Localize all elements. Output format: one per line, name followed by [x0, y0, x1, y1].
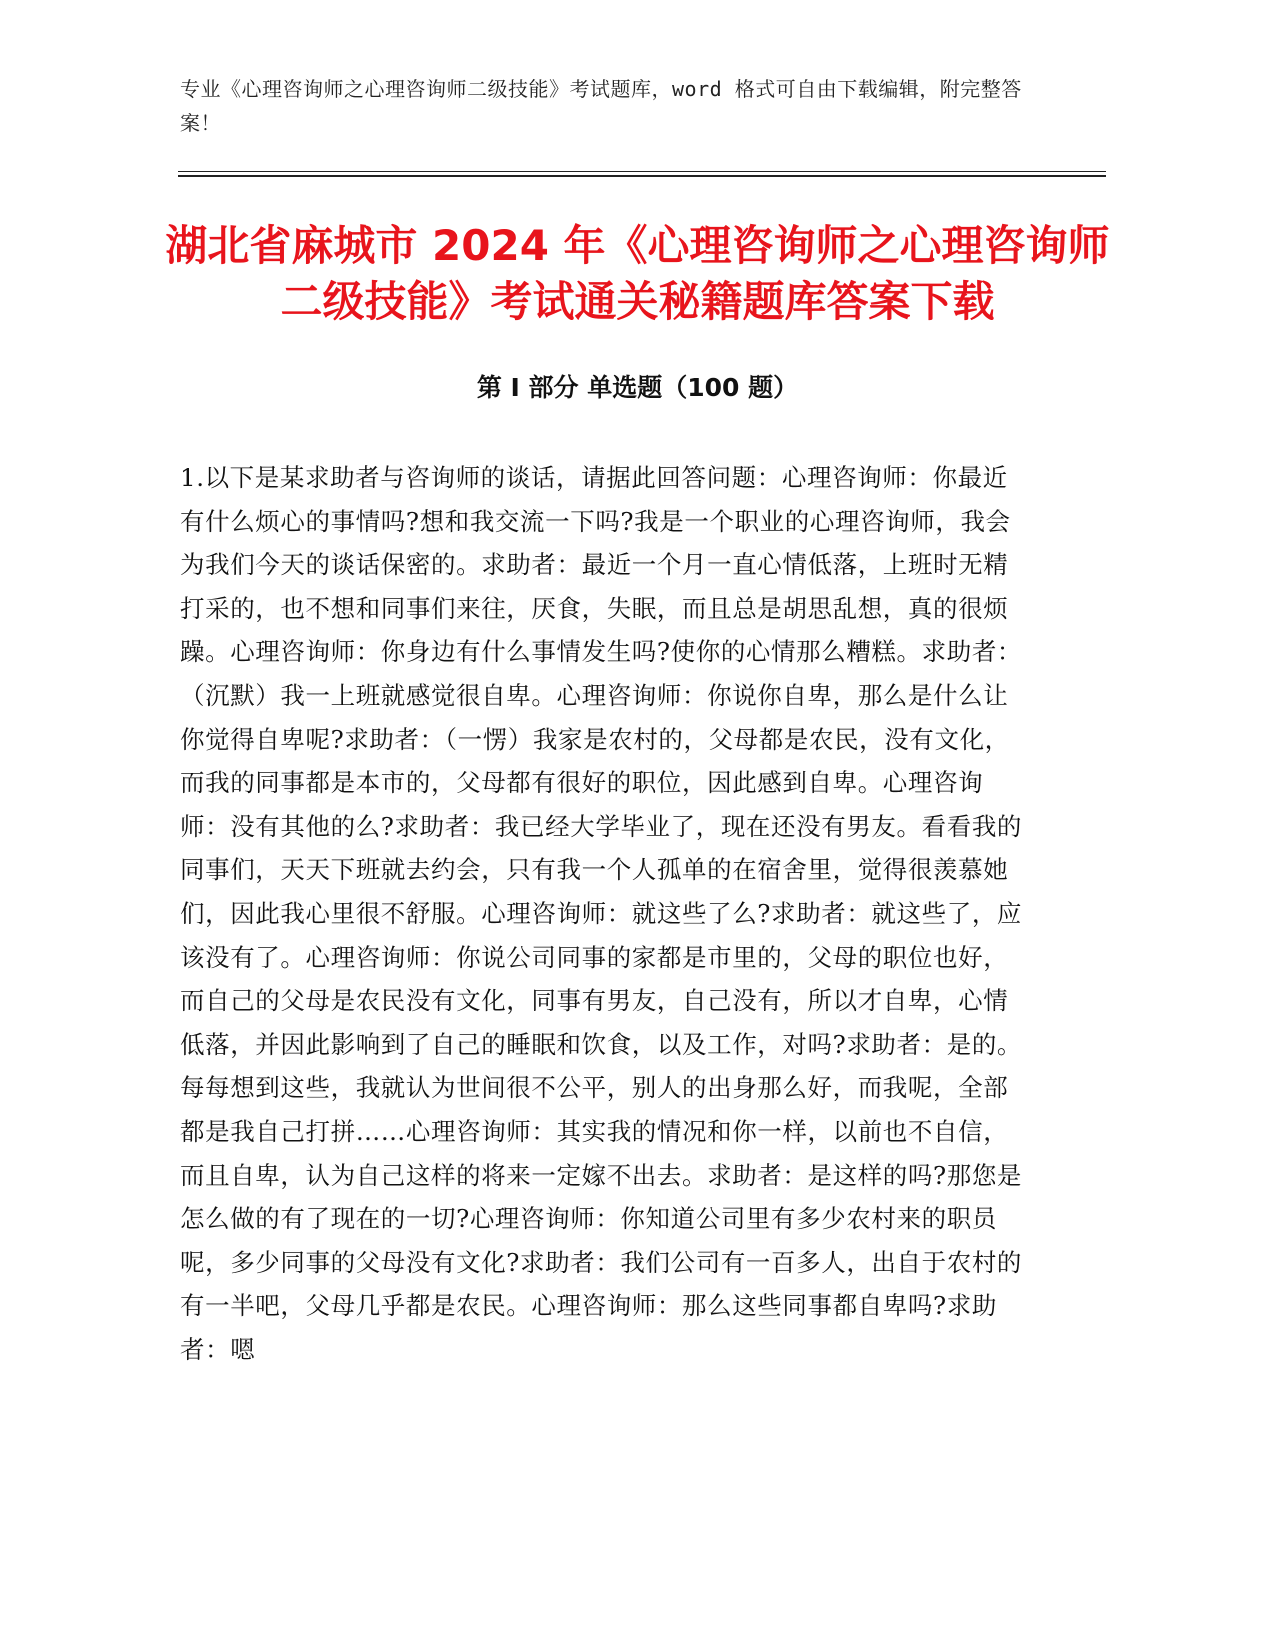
header-note: 专业《心理咨询师之心理咨询师二级技能》考试题库，word 格式可自由下载编辑，附完整答案！ — [180, 77, 1022, 135]
header-divider-thick — [178, 175, 1106, 177]
question-text: 1.以下是某求助者与咨询师的谈话，请据此回答问题：心理咨询师：你最近有什么烦心的事情吗?想和我交流一下吗?我是一个职业的心理咨询师，我会为我们今天的谈话保密的。求助者：最近一个月一直心情低落，上班时无精打采的，也不想和同事们来往，厌食，失眠，而且总是胡思乱想，真的很烦躁。心理咨询师：你身边有什么事情发生吗?使你的心情那么糟糕。求助者：（沉默）我一上班就感觉很自卑。心理咨询师：你说你自卑，那么是什么让你觉得自卑呢?求助者：（一愣）我家是农村的，父母都是农民，没有文化，而我的同事都是本市的，父母都有很好的职位，因此感到自卑。心理咨询师：没有其他的么?求助者：我已经大学毕业了，现在还没有男友。看看我的同事们，天天下班就去约会，只有我一个人孤单的在宿舍里，觉得很羡慕她们，因此我心里很不舒服。心理咨询师：就这些了么?求助者：就这些了，应该没有了。心理咨询师：你说公司同事的家都是市里的，父母的职位也好，而自己的父母是农民没有文化，同事有男友，自己没有，所以才自卑，心情低落，并因此影响到了自己的睡眠和饮食，以及工作，对吗?求助者：是的。每每想到这些，我就认为世间很不公平，别人的出身那么好，而我呢，全部都是我自己打拼……心理咨询师：其实我的情况和你一样，以前也不自信，而且自卑，认为自己这样的将来一定嫁不出去。求助者：是这样的吗?那您是怎么做的有了现在的一切?心理咨询师：你知道公司里有多少农村来的职员呢，多少同事的父母没有文化?求助者：我们公司有一百多人，出自于农村的有一半吧，父母几乎都是农民。心理咨询师：那么这些同事都自卑吗?求助者：嗯 — [180, 463, 1023, 1364]
section-heading: 第 I 部分 单选题（100 题） — [476, 373, 799, 402]
document-title: 湖北省麻城市 2024 年《心理咨询师之心理咨询师二级技能》考试通关秘籍题库答案下载 — [165, 221, 1110, 326]
header-divider-thin — [178, 171, 1106, 172]
